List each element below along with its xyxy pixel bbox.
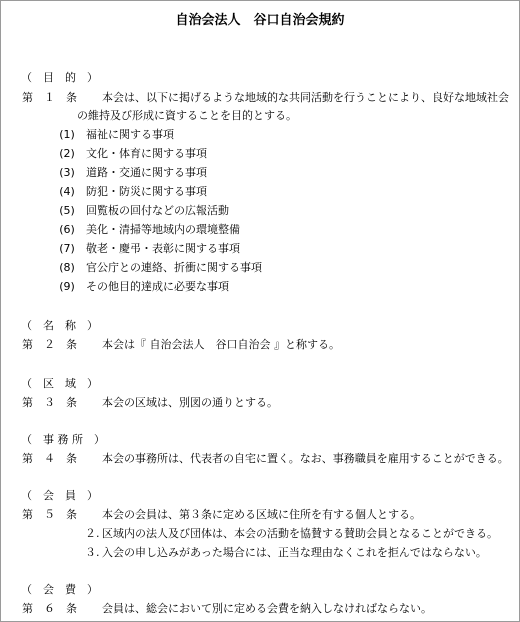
purpose-item-text: 文化・体育に関する事項	[86, 147, 207, 160]
purpose-item-text: 防犯・防災に関する事項	[86, 185, 207, 198]
name-heading: （ 名 称 ）	[21, 319, 98, 332]
purpose-item-text: その他目的達成に必要な事項	[86, 280, 229, 293]
article-5-sub-number: ２.	[85, 527, 100, 540]
purpose-item-number: (4)	[59, 185, 75, 198]
office-heading: （ 事 務 所 ）	[21, 433, 105, 446]
article-3-number: 第 ３ 条	[22, 396, 77, 409]
article-1-text-line2: の維持及び形成に資することを目的とする。	[77, 109, 297, 122]
article-1-text-line1: 本会は、以下に掲げるような地域的な共同活動を行うことにより、良好な地域社会	[102, 91, 509, 104]
purpose-item-number: (9)	[59, 280, 75, 293]
article-2-number: 第 ２ 条	[22, 338, 77, 351]
article-5-sub-number: ３.	[85, 546, 100, 559]
purpose-item-number: (6)	[59, 223, 75, 236]
purpose-item-text: 回覧板の回付などの広報活動	[86, 204, 229, 217]
article-5-sub-text: 入会の申し込みがあった場合には、正当な理由なくこれを拒んではならない。	[102, 546, 487, 559]
article-4-text: 本会の事務所は、代表者の自宅に置く。なお、事務職員を雇用することができる。	[102, 452, 509, 465]
purpose-item-number: (2)	[59, 147, 75, 160]
article-2-text: 本会は『 自治会法人 谷口自治会 』と称する。	[102, 338, 340, 351]
purpose-item-text: 道路・交通に関する事項	[86, 166, 207, 179]
document-title: 自治会法人 谷口自治会規約	[175, 13, 345, 28]
fees-heading: （ 会 費 ）	[21, 583, 98, 596]
article-5-sub-text: 区域内の法人及び団体は、本会の活動を協賛する賛助会員となることができる。	[102, 527, 498, 540]
purpose-item-text: 敬老・慶弔・表彰に関する事項	[86, 242, 240, 255]
article-6-number: 第 ６ 条	[22, 602, 77, 615]
article-6-text: 会員は、総会において別に定める会費を納入しなければならない。	[102, 602, 432, 615]
purpose-item-number: (5)	[59, 204, 75, 217]
purpose-item-number: (7)	[59, 242, 75, 255]
article-3-text: 本会の区域は、別図の通りとする。	[102, 396, 278, 409]
purpose-item-text: 官公庁との連絡、折衝に関する事項	[86, 261, 262, 274]
purpose-heading: （ 目 的 ）	[21, 71, 98, 84]
members-heading: （ 会 員 ）	[21, 489, 98, 502]
article-4-number: 第 ４ 条	[22, 452, 77, 465]
area-heading: （ 区 域 ）	[21, 377, 98, 390]
article-5-text: 本会の会員は、第３条に定める区域に住所を有する個人とする。	[102, 508, 421, 521]
purpose-item-text: 福祉に関する事項	[86, 128, 174, 141]
article-1-number: 第 １ 条	[22, 91, 77, 104]
purpose-item-number: (3)	[59, 166, 75, 179]
article-5-number: 第 ５ 条	[22, 508, 77, 521]
purpose-item-number: (8)	[59, 261, 75, 274]
purpose-item-text: 美化・清掃等地域内の環境整備	[86, 223, 240, 236]
purpose-item-number: (1)	[59, 128, 75, 141]
